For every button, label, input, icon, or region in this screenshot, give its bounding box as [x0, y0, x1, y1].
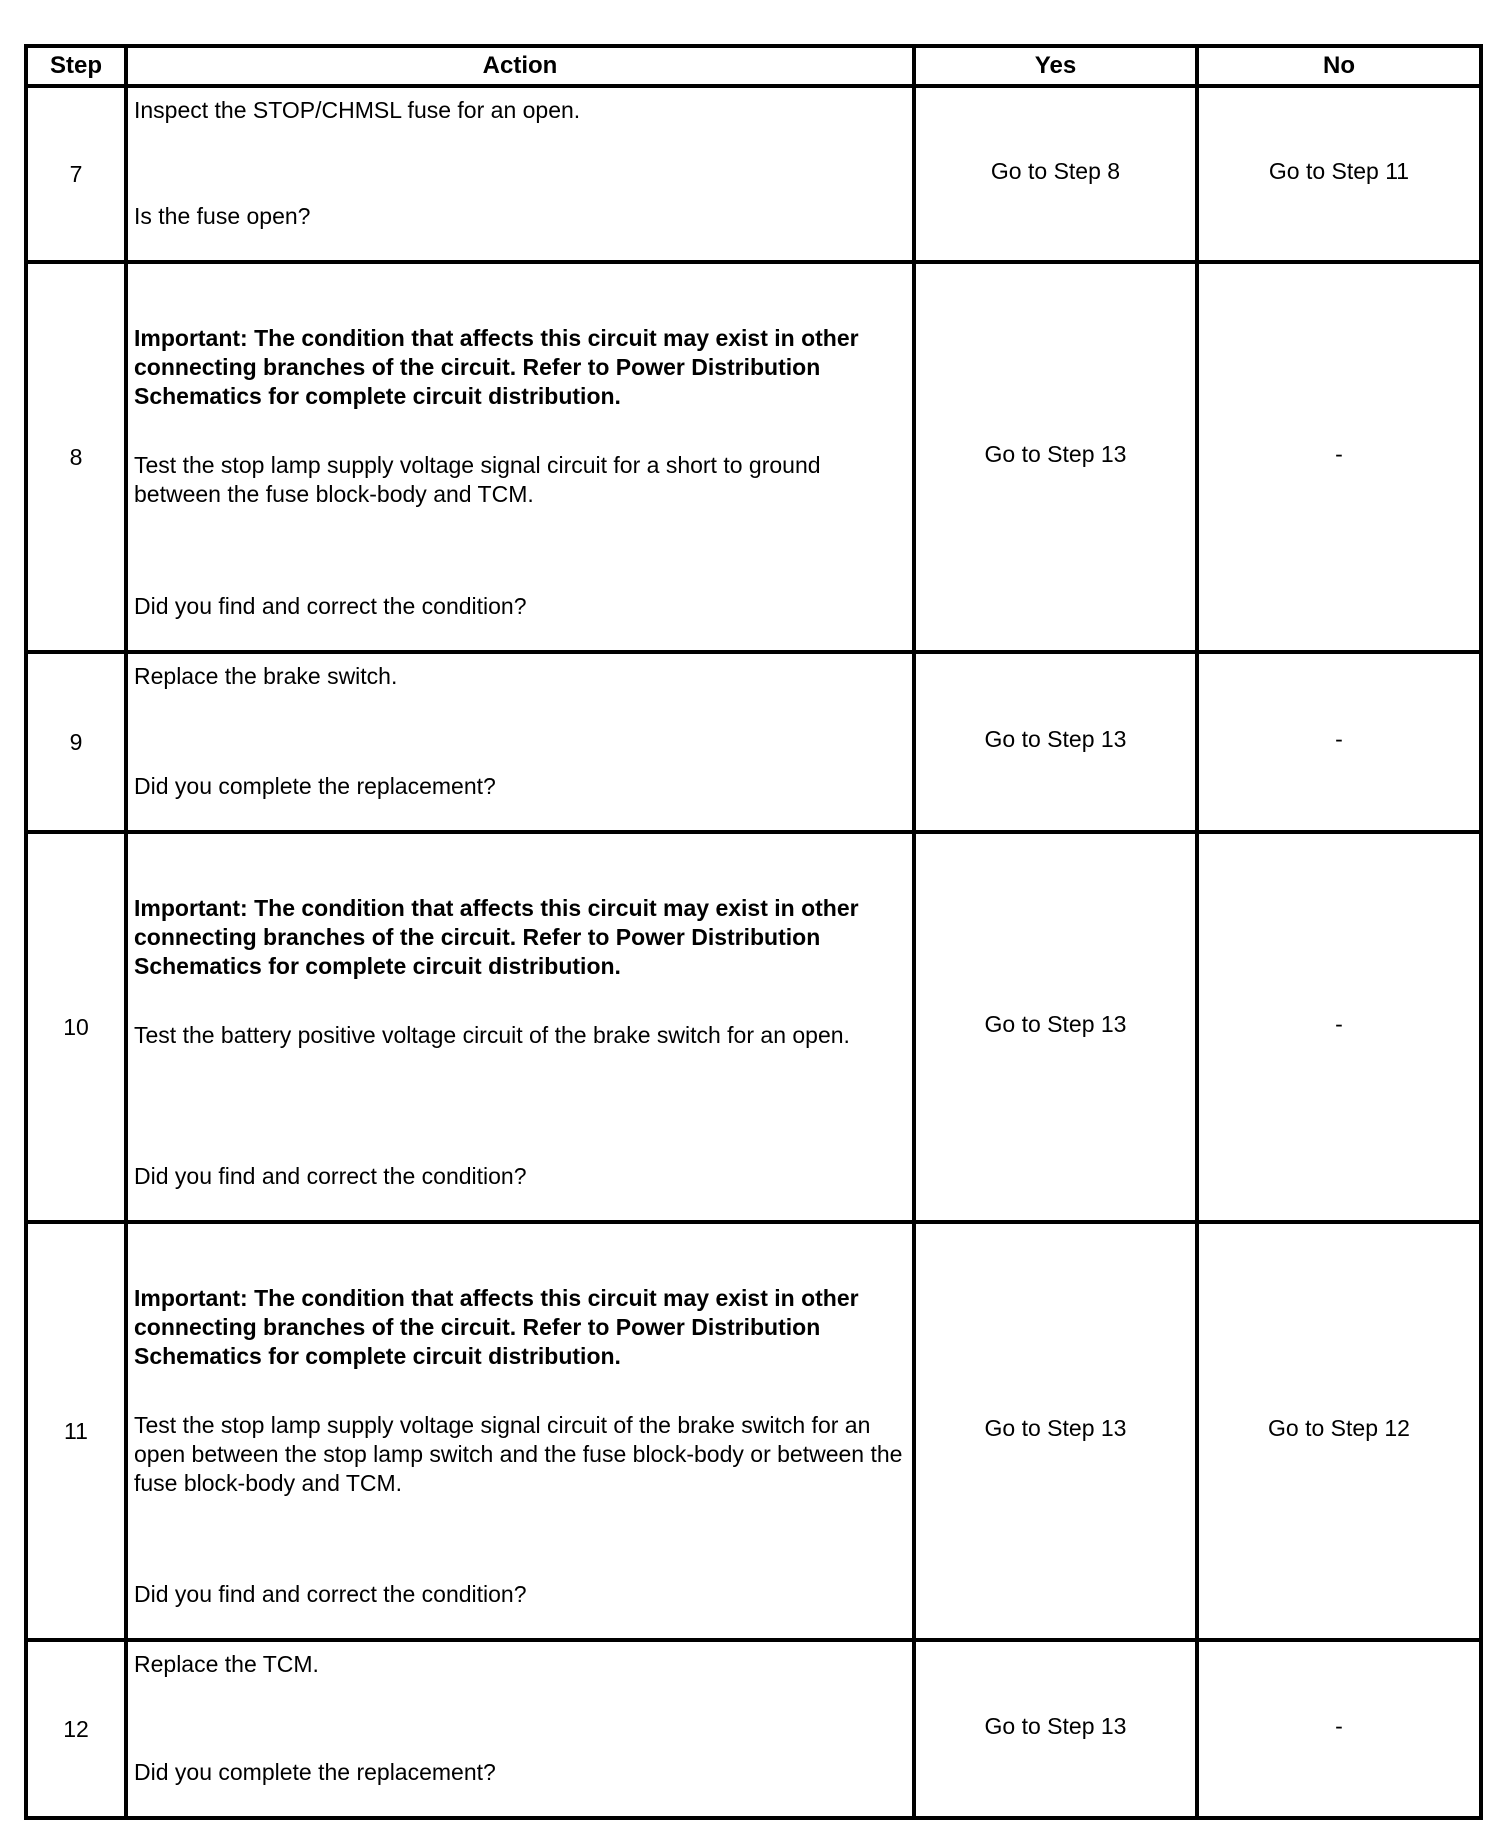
header-row: [26, 46, 1481, 86]
action-instruction: Test the stop lamp supply voltage signal circuit for a short to ground between the fuse block-body and TCM.: [134, 452, 821, 507]
no-cell: [1197, 262, 1481, 652]
yes-result: Go to Step 13: [984, 1010, 1127, 1037]
yes-result: Go to Step 13: [984, 1712, 1127, 1739]
yes-cell: [914, 1222, 1197, 1640]
action-instruction: Inspect the STOP/CHMSL fuse for an open.: [134, 97, 581, 123]
yes-cell: [914, 1640, 1197, 1818]
action-cell: [126, 832, 914, 1222]
step-number: 8: [26, 262, 126, 652]
yes-result: Go to Step 13: [984, 440, 1127, 467]
yes-cell: [914, 652, 1197, 832]
yes-cell: [914, 832, 1197, 1222]
no-cell: [1197, 832, 1481, 1222]
action-instruction: Replace the TCM.: [134, 1651, 319, 1677]
no-result: -: [1335, 1712, 1343, 1739]
action-question: Did you find and correct the condition?: [134, 1163, 527, 1189]
table-row: [26, 1222, 1481, 1640]
no-result: -: [1335, 1010, 1343, 1037]
header-action: Action: [126, 46, 914, 86]
diagnostic-table: [24, 44, 1483, 1820]
header-yes: Yes: [914, 46, 1197, 86]
table-row: [26, 832, 1481, 1222]
table-row: [26, 652, 1481, 832]
no-result: Go to Step 12: [1268, 1414, 1410, 1441]
step-number: 10: [26, 832, 126, 1222]
action-cell: [126, 86, 914, 262]
header-no: No: [1197, 46, 1481, 86]
action-cell: [126, 1222, 914, 1640]
yes-result: Go to Step 8: [990, 157, 1121, 184]
action-question: Did you find and correct the condition?: [134, 1581, 527, 1607]
header-step: Step: [26, 46, 126, 86]
action-cell: [126, 262, 914, 652]
step-number: 7: [26, 86, 126, 262]
table-row: [26, 86, 1481, 262]
action-question: Did you complete the replacement?: [134, 773, 496, 799]
step-number: 11: [26, 1222, 126, 1640]
yes-result: Go to Step 13: [984, 1414, 1127, 1441]
action-instruction: Test the stop lamp supply voltage signal circuit of the brake switch for an open between the stop lamp switch and the fuse block-body or between the fuse block-body and TCM.: [134, 1412, 903, 1496]
action-cell: [126, 1640, 914, 1818]
action-instruction: Replace the brake switch.: [134, 663, 398, 689]
no-cell: [1197, 1640, 1481, 1818]
yes-result: Go to Step 13: [984, 725, 1127, 752]
no-cell: [1197, 652, 1481, 832]
important-note: Important: The condition that affects this circuit may exist in other connecting branches of the circuit. Refer to Power Distribution Schematics for complete circuit distribution.: [134, 895, 859, 979]
table-row: [26, 1640, 1481, 1818]
action-question: Did you find and correct the condition?: [134, 593, 527, 619]
step-number: 9: [26, 652, 126, 832]
no-result: -: [1335, 440, 1343, 467]
no-cell: [1197, 1222, 1481, 1640]
step-number: 12: [26, 1640, 126, 1818]
yes-cell: [914, 86, 1197, 262]
no-result: -: [1335, 725, 1343, 752]
action-question: Is the fuse open?: [134, 203, 311, 229]
action-cell: [126, 652, 914, 832]
important-note: Important: The condition that affects this circuit may exist in other connecting branches of the circuit. Refer to Power Distribution Schematics for complete circuit distribution.: [134, 325, 859, 409]
action-instruction: Test the battery positive voltage circuit of the brake switch for an open.: [134, 1022, 850, 1048]
yes-cell: [914, 262, 1197, 652]
action-question: Did you complete the replacement?: [134, 1759, 496, 1785]
important-note: Important: The condition that affects this circuit may exist in other connecting branches of the circuit. Refer to Power Distribution Schematics for complete circuit distribution.: [134, 1285, 859, 1369]
no-result: Go to Step 11: [1268, 157, 1410, 184]
table-row: [26, 262, 1481, 652]
no-cell: [1197, 86, 1481, 262]
